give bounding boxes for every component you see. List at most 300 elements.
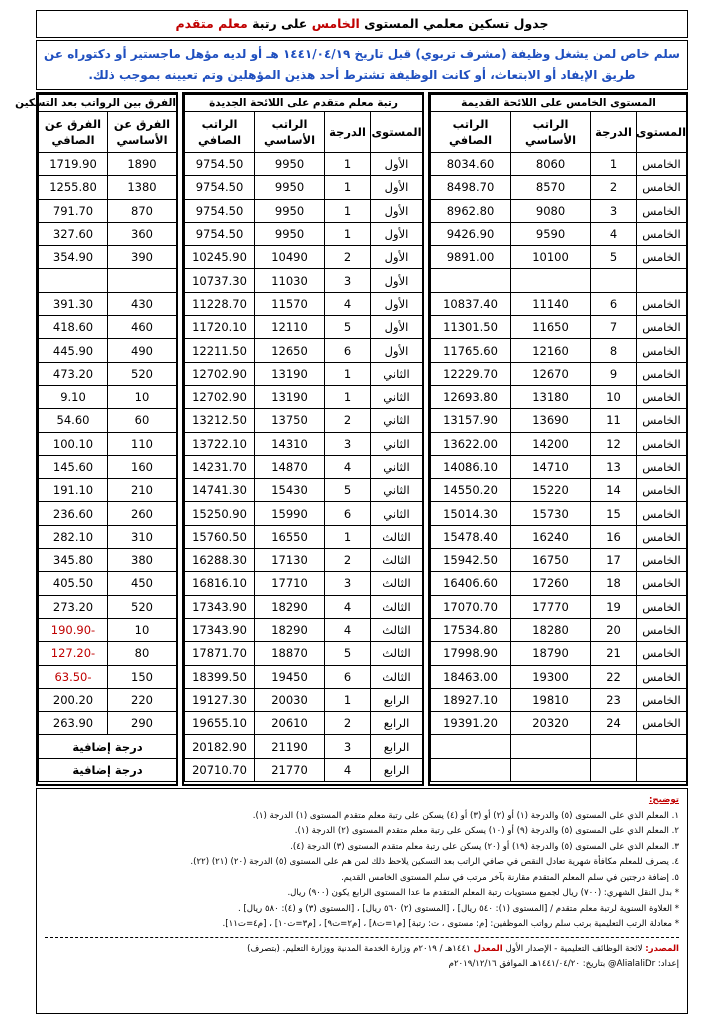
table-cell: الخامس xyxy=(637,432,687,455)
table-cell: 17343.90 xyxy=(185,618,255,641)
table-row xyxy=(185,665,423,688)
table-cell: 20710.70 xyxy=(185,758,255,781)
table-cell: 13212.50 xyxy=(185,409,255,432)
table-row xyxy=(185,222,423,245)
note-item: ٣. المعلم الذي على المستوى (٥) والدرجة (١٩) أو (٢٠) يسكن على رتبة معلم متقدم المستوى (٣) الدرجة (٤). xyxy=(290,841,679,852)
table-cell: 19300 xyxy=(511,665,591,688)
table-cell: 5 xyxy=(325,479,371,502)
column-header: الراتب الأساسي xyxy=(511,112,591,153)
table-cell: الثالث xyxy=(371,572,423,595)
table-row xyxy=(185,292,423,315)
table-cell: 9950 xyxy=(255,222,325,245)
table-row xyxy=(185,316,423,339)
table-cell: 19810 xyxy=(511,688,591,711)
table-cell: 11228.70 xyxy=(185,292,255,315)
table-cell xyxy=(591,269,637,292)
table-row xyxy=(39,479,177,502)
table-cell: 10 xyxy=(108,385,177,408)
table-cell xyxy=(637,758,687,781)
table-row xyxy=(431,292,687,315)
table-cell: الأول xyxy=(371,222,423,245)
prepared-label: إعداد: xyxy=(657,959,679,969)
table-row xyxy=(185,339,423,362)
table-cell: 8060 xyxy=(511,153,591,176)
table-cell: 13750 xyxy=(255,409,325,432)
table-row xyxy=(39,688,177,711)
table-cell xyxy=(637,735,687,758)
table-row xyxy=(39,455,177,478)
table-cell: الثالث xyxy=(371,618,423,641)
notes-list xyxy=(45,809,679,933)
column-header: الدرجة xyxy=(591,112,637,153)
table-cell xyxy=(591,758,637,781)
table-row xyxy=(431,176,687,199)
table-cell: 273.20 xyxy=(39,595,108,618)
table-cell: 460 xyxy=(108,316,177,339)
table-cell: 21190 xyxy=(255,735,325,758)
table-cell: 8570 xyxy=(511,176,591,199)
table-cell: 445.90 xyxy=(39,339,108,362)
table-cell: الأول xyxy=(371,246,423,269)
table-cell: 11030 xyxy=(255,269,325,292)
table-cell: 60 xyxy=(108,409,177,432)
table-cell: الخامس xyxy=(637,502,687,525)
table-row xyxy=(39,246,177,269)
table-cell: الخامس xyxy=(637,409,687,432)
table-cell: 11765.60 xyxy=(431,339,511,362)
table-cell: 191.10 xyxy=(39,479,108,502)
table-cell: 17 xyxy=(591,549,637,572)
column-header: الفرق عن الصافي xyxy=(39,112,108,153)
table-cell: 17343.90 xyxy=(185,595,255,618)
table-cell: 5 xyxy=(325,316,371,339)
table-cell: 12670 xyxy=(511,362,591,385)
table-cell: الثاني xyxy=(371,409,423,432)
table-cell: 13 xyxy=(591,455,637,478)
table-cell: 1 xyxy=(325,153,371,176)
table-row xyxy=(39,292,177,315)
table-cell: 9080 xyxy=(511,199,591,222)
table-cell: 80 xyxy=(108,642,177,665)
table-row xyxy=(431,665,687,688)
table-cell: 14 xyxy=(591,479,637,502)
table-cell: 15220 xyxy=(511,479,591,502)
table-cell: 11720.10 xyxy=(185,316,255,339)
table-cell: الخامس xyxy=(637,153,687,176)
table-cell: 870 xyxy=(108,199,177,222)
source-text: لائحة الوظائف التعليمية - الإصدار الأول xyxy=(502,943,646,954)
table-cell xyxy=(591,735,637,758)
table-cell: 260 xyxy=(108,502,177,525)
table-row xyxy=(185,688,423,711)
table-cell: 1890 xyxy=(108,153,177,176)
table-cell: 15430 xyxy=(255,479,325,502)
notes-title: توضيح: xyxy=(648,795,679,805)
table-cell: 19391.20 xyxy=(431,712,511,735)
table-cell: 10 xyxy=(108,618,177,641)
table-cell: 2 xyxy=(325,409,371,432)
table-row xyxy=(431,269,687,292)
table-cell xyxy=(511,735,591,758)
note-item: * بدل النقل الشهري: (٧٠٠) ريال لجميع مستويات رتبة المعلم المتقدم ما عدا المستوى الرابع يكون (٩٠٠) ريال. xyxy=(287,888,679,898)
table-cell: الثالث xyxy=(371,642,423,665)
table-cell: 12650 xyxy=(255,339,325,362)
table-row xyxy=(39,595,177,618)
table-cell: 16750 xyxy=(511,549,591,572)
table-cell: 200.20 xyxy=(39,688,108,711)
table-cell: 10 xyxy=(591,385,637,408)
table-cell xyxy=(637,269,687,292)
table-row xyxy=(431,688,687,711)
table-cell: 4 xyxy=(591,222,637,245)
table-cell: 16240 xyxy=(511,525,591,548)
table-cell: 354.90 xyxy=(39,246,108,269)
table-row xyxy=(39,153,177,176)
table-cell: 20610 xyxy=(255,712,325,735)
table-row xyxy=(185,455,423,478)
table-cell: 430 xyxy=(108,292,177,315)
table-cell: 18790 xyxy=(511,642,591,665)
table-row xyxy=(431,409,687,432)
table-caption: المستوى الخامس على اللائحة القديمة xyxy=(431,95,687,112)
table-cell: 4 xyxy=(325,292,371,315)
table-cell: 15478.40 xyxy=(431,525,511,548)
table-cell: 2 xyxy=(325,246,371,269)
column-header: الراتب الصافي xyxy=(431,112,511,153)
table-cell: 18463.00 xyxy=(431,665,511,688)
table-row xyxy=(185,595,423,618)
table-row xyxy=(39,176,177,199)
table-cell: الخامس xyxy=(637,222,687,245)
table-cell: 13690 xyxy=(511,409,591,432)
table-cell: الرابع xyxy=(371,712,423,735)
extra-degree-label: درجة إضافية xyxy=(39,735,177,758)
table-row xyxy=(431,246,687,269)
table-cell: الثاني xyxy=(371,502,423,525)
table-cell: 282.10 xyxy=(39,525,108,548)
table-cell: 4 xyxy=(325,618,371,641)
table-row xyxy=(39,712,177,735)
table-cell: 18927.10 xyxy=(431,688,511,711)
table-cell: 4 xyxy=(325,595,371,618)
table-cell xyxy=(39,269,108,292)
table-cell: 14231.70 xyxy=(185,455,255,478)
table-row xyxy=(431,618,687,641)
table-row xyxy=(39,199,177,222)
table-cell: 7 xyxy=(591,316,637,339)
table-cell: 145.60 xyxy=(39,455,108,478)
table-cell: 15942.50 xyxy=(431,549,511,572)
table-cell: 160 xyxy=(108,455,177,478)
table-row xyxy=(185,735,423,758)
table-cell: الخامس xyxy=(637,572,687,595)
table-cell: الرابع xyxy=(371,758,423,781)
table-cell: 24 xyxy=(591,712,637,735)
table-cell: 9754.50 xyxy=(185,176,255,199)
table-cell: 18290 xyxy=(255,618,325,641)
source-text-2: ١٤٤١هـ / ٢٠١٩م وزارة الخدمة المدنية ووزارة التعليم. (بتصرف) xyxy=(247,943,474,954)
table-cell: 290 xyxy=(108,712,177,735)
table-cell: الثالث xyxy=(371,665,423,688)
table-cell: 18290 xyxy=(255,595,325,618)
table-cell: -190.90 xyxy=(39,618,108,641)
table-cell: الخامس xyxy=(637,712,687,735)
table-cell: 8034.60 xyxy=(431,153,511,176)
table-cell: 12160 xyxy=(511,339,591,362)
table-cell: الخامس xyxy=(637,688,687,711)
table-cell: 9 xyxy=(591,362,637,385)
table-row xyxy=(431,199,687,222)
table-cell: 3 xyxy=(325,735,371,758)
table-cell: 236.60 xyxy=(39,502,108,525)
column-header: المستوى xyxy=(637,112,687,153)
table-cell xyxy=(511,269,591,292)
table-row xyxy=(431,758,687,781)
table-cell: 1 xyxy=(325,525,371,548)
table-cell: 220 xyxy=(108,688,177,711)
table-cell: الرابع xyxy=(371,735,423,758)
notes-section xyxy=(36,788,688,1014)
table-cell: الأول xyxy=(371,292,423,315)
table-cell: 6 xyxy=(325,339,371,362)
table-row xyxy=(185,525,423,548)
table-cell: 10490 xyxy=(255,246,325,269)
table-row xyxy=(39,642,177,665)
table-cell: 9891.00 xyxy=(431,246,511,269)
table-cell: 14310 xyxy=(255,432,325,455)
table-row xyxy=(185,199,423,222)
table-cell: 8 xyxy=(591,339,637,362)
table-cell: 1 xyxy=(325,176,371,199)
table-cell: 3 xyxy=(325,269,371,292)
table-cell: الثالث xyxy=(371,525,423,548)
table-row xyxy=(431,362,687,385)
table-row xyxy=(431,502,687,525)
table-row xyxy=(431,316,687,339)
table-cell: الخامس xyxy=(637,176,687,199)
table-cell: 520 xyxy=(108,595,177,618)
title-level: الخامس xyxy=(311,16,360,31)
table-row xyxy=(39,432,177,455)
table-row xyxy=(39,618,177,641)
table-cell: 20 xyxy=(591,618,637,641)
table-cell: 17070.70 xyxy=(431,595,511,618)
title-rank: معلم متقدم xyxy=(175,16,248,31)
note-item: ٢. المعلم الذي على المستوى (٥) والدرجة (٩) أو (١٠) يسكن على رتبة معلم متقدم المستوى (٢) الدرجة (١). xyxy=(294,826,679,836)
table-cell: 13622.00 xyxy=(431,432,511,455)
table-cell: الأول xyxy=(371,269,423,292)
note-item: ٥. إضافة درجتين في سلم المعلم المتقدم مقارنة بآخر مرتب في سلم المستوى الخامس القديم. xyxy=(341,872,679,883)
table-cell: 405.50 xyxy=(39,572,108,595)
table-cell: الثاني xyxy=(371,362,423,385)
prepared-line xyxy=(45,957,679,973)
table-cell: 54.60 xyxy=(39,409,108,432)
table-cell: الرابع xyxy=(371,688,423,711)
new-scale-table xyxy=(184,94,423,782)
difference-table xyxy=(15,94,177,782)
table-cell: 14550.20 xyxy=(431,479,511,502)
table-cell: 22 xyxy=(591,665,637,688)
table-cell: 15990 xyxy=(255,502,325,525)
table-cell: 6 xyxy=(325,665,371,688)
table-cell: 14710 xyxy=(511,455,591,478)
source-highlight: المعدل xyxy=(473,943,503,954)
table-cell: 2 xyxy=(325,712,371,735)
table-cell: الأول xyxy=(371,153,423,176)
table-cell: 3 xyxy=(325,572,371,595)
table-row xyxy=(431,525,687,548)
table-row xyxy=(185,642,423,665)
table-cell: الثالث xyxy=(371,549,423,572)
table-cell: -63.50 xyxy=(39,665,108,688)
table-cell: 14870 xyxy=(255,455,325,478)
table-row xyxy=(431,432,687,455)
table-cell: 17998.90 xyxy=(431,642,511,665)
table-cell: الخامس xyxy=(637,339,687,362)
table-cell: 1380 xyxy=(108,176,177,199)
table-cell: 345.80 xyxy=(39,549,108,572)
table-cell: 13722.10 xyxy=(185,432,255,455)
table-cell: الخامس xyxy=(637,199,687,222)
table-cell: 9950 xyxy=(255,153,325,176)
table-row xyxy=(185,758,423,781)
table-cell xyxy=(431,269,511,292)
prepared-text: AlialaliDr@ بتاريخ: ١٤٤١/٠٤/٢٠هـ الموافق ٢٠١٩/١٢/١٦م xyxy=(448,959,658,969)
table-cell: الثاني xyxy=(371,385,423,408)
table-cell: 12 xyxy=(591,432,637,455)
table-cell: 18 xyxy=(591,572,637,595)
table-row xyxy=(39,339,177,362)
table-row xyxy=(39,362,177,385)
table-cell: 18399.50 xyxy=(185,665,255,688)
table-cell: 390 xyxy=(108,246,177,269)
table-cell: 19655.10 xyxy=(185,712,255,735)
table-row xyxy=(39,525,177,548)
table-cell: 1 xyxy=(591,153,637,176)
table-row xyxy=(431,572,687,595)
table-cell: 2 xyxy=(325,549,371,572)
table-cell: الثاني xyxy=(371,455,423,478)
table-row xyxy=(431,549,687,572)
table-row xyxy=(39,269,177,292)
table-row xyxy=(185,572,423,595)
table-row xyxy=(431,595,687,618)
table-cell: 8962.80 xyxy=(431,199,511,222)
table-cell: 110 xyxy=(108,432,177,455)
table-row xyxy=(185,549,423,572)
table-row xyxy=(185,269,423,292)
table-cell: 17534.80 xyxy=(431,618,511,641)
table-cell: 16816.10 xyxy=(185,572,255,595)
table-cell: 18870 xyxy=(255,642,325,665)
table-cell: الخامس xyxy=(637,595,687,618)
table-row xyxy=(185,432,423,455)
table-cell: 21 xyxy=(591,642,637,665)
note-item: ٤. يصرف للمعلم مكافأة شهرية تعادل النقص في صافي الراتب بعد التسكين يلاحظ ذلك لمن هم على المستوى (٥) الدرجة (٢٠) (٢١) (٢٢). xyxy=(190,857,679,867)
table-row xyxy=(39,549,177,572)
table-cell: 391.30 xyxy=(39,292,108,315)
table-cell: 16406.60 xyxy=(431,572,511,595)
table-cell: 3 xyxy=(591,199,637,222)
table-cell: 13190 xyxy=(255,385,325,408)
extra-degree-label: درجة إضافية xyxy=(39,758,177,781)
table-cell: 9950 xyxy=(255,176,325,199)
table-cell: الخامس xyxy=(637,549,687,572)
column-header: الدرجة xyxy=(325,112,371,153)
table-row xyxy=(39,316,177,339)
table-row xyxy=(39,572,177,595)
table-row xyxy=(185,502,423,525)
extra-degree-row xyxy=(39,735,177,758)
table-cell: 12110 xyxy=(255,316,325,339)
table-cell: 9754.50 xyxy=(185,199,255,222)
table-cell: 16 xyxy=(591,525,637,548)
table-cell: 10837.40 xyxy=(431,292,511,315)
table-cell: 16550 xyxy=(255,525,325,548)
table-cell: 17130 xyxy=(255,549,325,572)
old-scale-table xyxy=(430,94,687,782)
table-cell: 150 xyxy=(108,665,177,688)
table-cell: 19127.30 xyxy=(185,688,255,711)
table-cell: 1719.90 xyxy=(39,153,108,176)
table-cell: الخامس xyxy=(637,362,687,385)
table-cell: 12702.90 xyxy=(185,385,255,408)
table-cell: 1 xyxy=(325,362,371,385)
table-row xyxy=(185,618,423,641)
table-cell: الخامس xyxy=(637,618,687,641)
table-cell: 2 xyxy=(591,176,637,199)
table-row xyxy=(185,153,423,176)
table-cell: 490 xyxy=(108,339,177,362)
table-cell: 18280 xyxy=(511,618,591,641)
extra-degree-row xyxy=(39,758,177,781)
table-cell: 21770 xyxy=(255,758,325,781)
table-row xyxy=(431,712,687,735)
table-cell: 10245.90 xyxy=(185,246,255,269)
table-cell: 1255.80 xyxy=(39,176,108,199)
table-cell: 6 xyxy=(325,502,371,525)
column-header: الراتب الصافي xyxy=(185,112,255,153)
table-caption: رتبة معلم متقدم على اللائحة الجديدة xyxy=(185,95,423,112)
table-caption: الفرق بين الرواتب بعد التسكين xyxy=(39,95,177,112)
table-cell: 4 xyxy=(325,758,371,781)
table-cell: 14200 xyxy=(511,432,591,455)
table-cell: 9.10 xyxy=(39,385,108,408)
table-cell: 12211.50 xyxy=(185,339,255,362)
intro-text: سلم خاص لمن يشغل وظيفة (مشرف تربوي) قبل تاريخ ١٤٤١/٠٤/١٩ هـ أو لديه مؤهل ماجستير أو دكتوراه عن طريق الإيفاد أو الابتعاث، أو كانت الوظيفة تشترط أحد هذين المؤهلين وتم تعيينه بموجب ذلك. xyxy=(36,40,688,90)
table-row xyxy=(185,362,423,385)
table-cell: -127.20 xyxy=(39,642,108,665)
page-title xyxy=(36,10,688,38)
table-cell: 9590 xyxy=(511,222,591,245)
table-cell: الخامس xyxy=(637,316,687,339)
table-row xyxy=(431,153,687,176)
table-cell: 19 xyxy=(591,595,637,618)
table-cell: 17260 xyxy=(511,572,591,595)
table-cell: 8498.70 xyxy=(431,176,511,199)
table-row xyxy=(431,735,687,758)
table-cell: 15730 xyxy=(511,502,591,525)
title-text-1: جدول تسكين معلمي المستوى xyxy=(359,16,549,31)
title-text-2: على رتبة xyxy=(247,16,312,31)
table-cell: 20182.90 xyxy=(185,735,255,758)
table-cell: 13190 xyxy=(255,362,325,385)
table-cell: الخامس xyxy=(637,246,687,269)
table-cell: الخامس xyxy=(637,479,687,502)
table-cell: 11301.50 xyxy=(431,316,511,339)
document-page xyxy=(15,10,688,1014)
table-cell: 16288.30 xyxy=(185,549,255,572)
